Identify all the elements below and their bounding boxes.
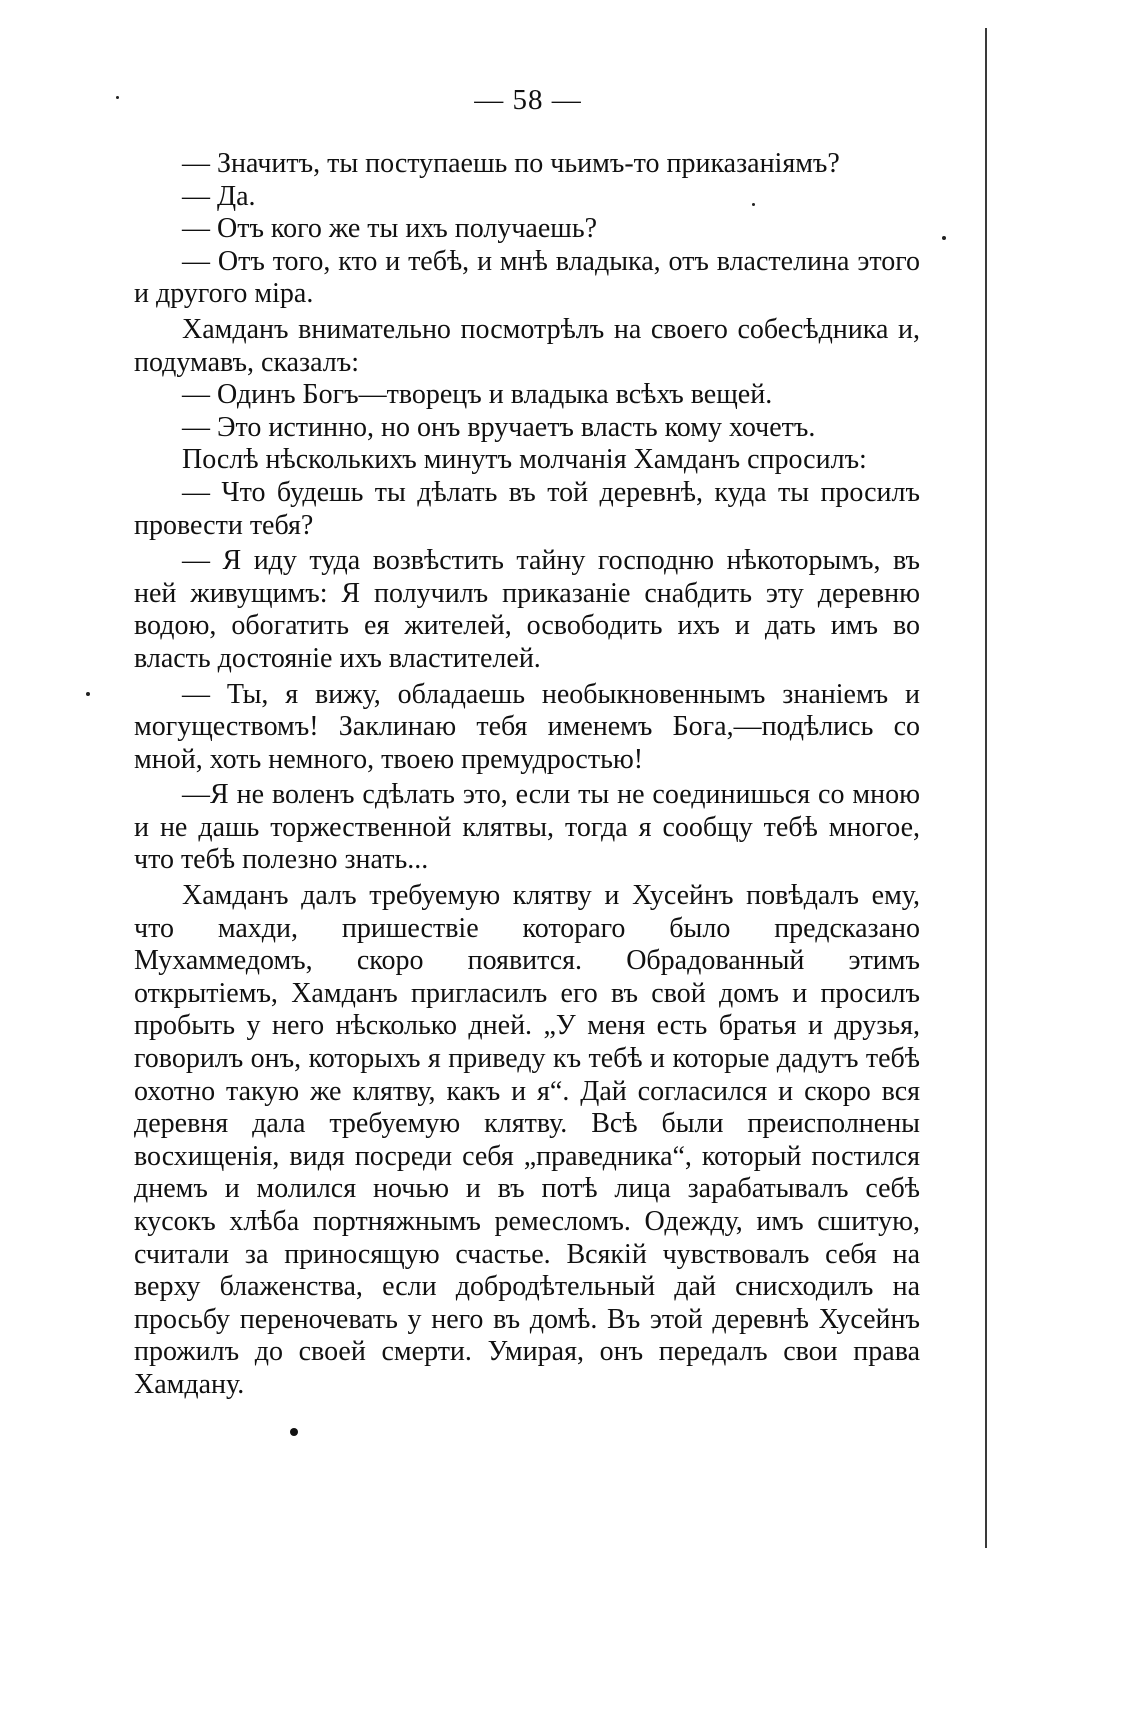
paragraph: — Значитъ, ты поступаешь по чьимъ-то приказаніямъ?	[182, 148, 840, 179]
paragraph: — Одинъ Богъ—творецъ и владыка всѣхъ вещей.	[182, 379, 773, 411]
print-speck	[86, 692, 90, 696]
paragraph: — Отъ кого же ты ихъ получаешь?	[182, 213, 598, 245]
paragraph: — Что будешь ты дѣлать въ той деревнѣ, куда ты просилъ провести тебя?	[134, 476, 920, 541]
ink-dot	[290, 1428, 298, 1436]
print-speck	[942, 236, 946, 240]
paragraph: — Отъ того, кто и тебѣ, и мнѣ владыка, отъ властелина этого и другого міра.	[134, 245, 920, 310]
paragraph: Хамданъ далъ требуемую клятву и Хусейнъ повѣдалъ ему, что махди, пришествіе котораго было предсказано Мухаммедомъ, скоро появится. Обрадованный этимъ открытіемъ, Хамданъ пригласилъ его въ свой домъ и просилъ пробыть у него нѣсколько дней. „У меня есть братья и друзья, говорилъ онъ, которыхъ я приведу къ тебѣ и которые дадутъ тебѣ охотно такую же клятву, какъ и я“. Дай согласился и скоро вся деревня дала требуемую клятву. Всѣ были преисполнены восхищенія, видя посреди себя „праведника“, который постился днемъ и молился ночью и въ потѣ лица зарабатывалъ себѣ кусокъ хлѣба портняжнымъ ремесломъ. Одежду, имъ сшитую, считали за приносящую счастье. Всякій чувствовалъ себя на верху блаженства, если добродѣтельный дай снисходилъ на просьбу переночевать у него въ домѣ. Въ этой деревнѣ Хусейнъ прожилъ до своей смерти. Умирая, онъ передалъ свои права Хамдану.	[134, 880, 920, 1400]
page-edge-rule	[985, 28, 987, 1548]
page-number: — 58 —	[474, 84, 582, 116]
paragraph: — Это истинно, но онъ вручаетъ власть кому хочетъ.	[182, 411, 816, 443]
body-text	[134, 148, 920, 1402]
paragraph: Послѣ нѣсколькихъ минутъ молчанія Хамданъ спросилъ:	[182, 444, 867, 476]
paragraph: — Я иду туда возвѣстить тайну господню нѣкоторымъ, въ ней живущимъ: Я получилъ приказаніе снабдить эту деревню водою, обогатить ея жителей, освободить ихъ и дать имъ во власть достояніе ихъ властителей.	[134, 545, 920, 674]
paragraph: — Да.	[182, 180, 256, 212]
paragraph: — Ты, я вижу, обладаешь необыкновеннымъ знаніемъ и могуществомъ! Заклинаю тебя именемъ Бога,—подѣлись со мной, хоть немного, твоею премудростью!	[134, 678, 920, 775]
paragraph: Хамданъ внимательно посмотрѣлъ на своего собесѣдника и, подумавъ, сказалъ:	[134, 313, 920, 378]
paragraph: —Я не воленъ сдѣлать это, если ты не соединишься со мною и не дашь торжественной клятвы, тогда я сообщу тебѣ многое, что тебѣ полезно знать...	[134, 779, 920, 876]
